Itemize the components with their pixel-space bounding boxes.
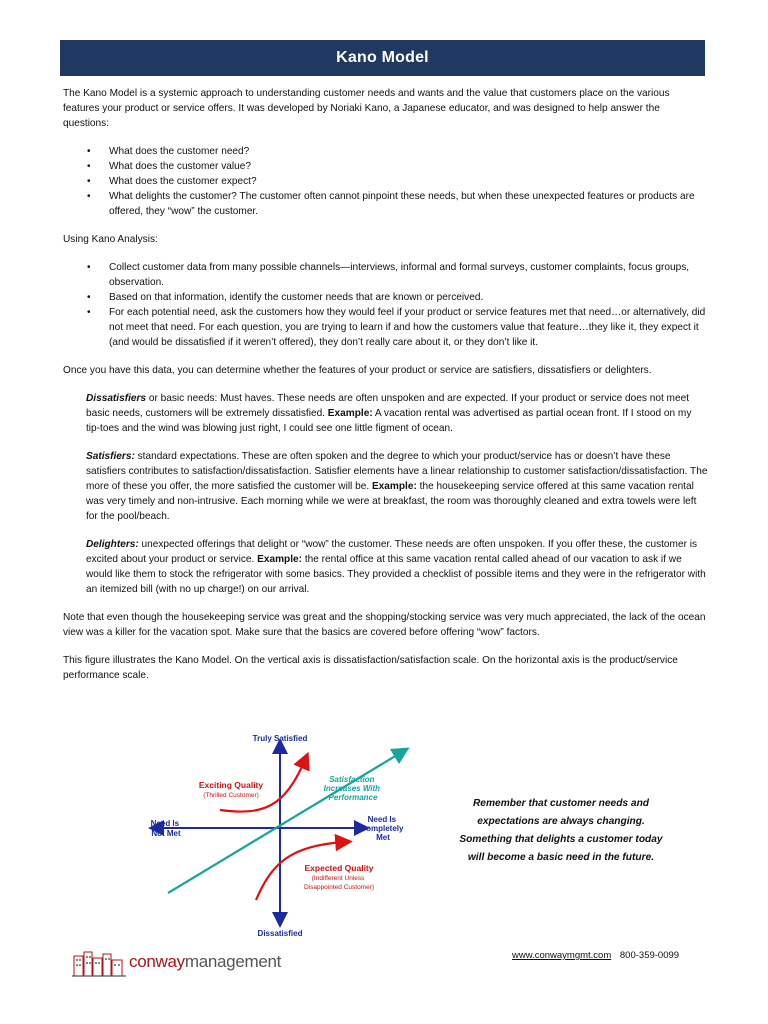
list-item: • What does the customer expect?: [87, 176, 257, 187]
figure-intro-paragraph: This figure illustrates the Kano Model. On the vertical axis is dissatisfaction/satisfaction scale. On the horizontal axis is the product/service performance scale.: [63, 655, 678, 681]
left-label: Need Is Not Met: [150, 819, 181, 838]
exciting-quality-sub: (Thrilled Customer): [203, 792, 259, 799]
bottom-label: Dissatisfied: [257, 929, 303, 938]
expected-quality-title: Expected Quality: [304, 863, 374, 873]
skyline-icon: [72, 948, 126, 978]
classification-paragraph: Once you have this data, you can determine whether the features of your product or service are satisfiers, dissatisfiers or delighters.: [63, 365, 652, 376]
exciting-quality-title: Exciting Quality: [198, 780, 264, 790]
remember-callout: Remember that customer needs and expectations are always changing. Something that delights a customer today will become a basic need in the future.: [459, 798, 663, 863]
analysis-steps-list: [63, 260, 708, 350]
list-item: • What does the customer need?: [87, 146, 250, 157]
phone-number: 800-359-0099: [619, 950, 680, 961]
satisfiers-term: Satisfiers:: [86, 451, 135, 462]
satisfiers-paragraph: Satisfiers: standard expectations. These are often spoken and the degree to which your product/service has or doesn’t have these satisfiers contributes to satisfaction/dissatisfaction. Satisfier elements have a linear relationship to customer satisfaction/dissatisfaction. The more of these you offer, the more satisfied the customer will be. Example: the housekeeping service offered at this same vacation rental was very timely and non-intrusive. Each morning while we were at breakfast, the room was thoroughly cleaned and extra towels were left for the pool/beach.: [86, 451, 708, 522]
company-name: conwaymanagement: [129, 952, 282, 971]
page-header: [60, 40, 705, 76]
dissatisfiers-paragraph: Dissatisfiers or basic needs: Must haves. These needs are often unspoken and are expected. If your product or service does not meet basic needs, customers will be extremely dissatisfied. Example: A vacation rental was advertised as partial ocean front. If I stood on my tip-toes and the wind was blowing just right, I could see one little figment of ocean.: [86, 393, 692, 434]
questions-list: [63, 144, 708, 219]
intro-paragraph: The Kano Model is a systemic approach to understanding customer needs and wants and the value that customers place on the various features your product or service offers. It was developed by Noriaki Kano, a Japanese educator, and was designed to help answer the questions:: [63, 88, 670, 129]
right-label: Need Is Completely Met: [360, 815, 404, 842]
list-item: • What does the customer value?: [87, 161, 251, 172]
list-item: • What delights the customer? The customer often cannot pinpoint these needs, but when these unexpected features or products are offered, they “wow” the customer.: [87, 191, 695, 217]
expected-quality-sub: (Indifferent Unless Disappointed Customer): [303, 875, 375, 891]
page-title: Kano Model: [336, 49, 429, 66]
list-item: • Collect customer data from many possible channels—interviews, informal and formal surveys, customer complaints, focus groups, observation.: [87, 262, 690, 288]
contact-footer: [512, 950, 679, 961]
website-link[interactable]: www.conwaymgmt.com: [512, 950, 612, 961]
delighters-term: Delighters:: [86, 539, 139, 550]
company-logo: [72, 948, 282, 978]
satisfaction-label: Satisfaction Increases With Performance: [323, 775, 381, 802]
kano-diagram: [140, 728, 440, 940]
list-item: • Based on that information, identify the customer needs that are known or perceived.: [87, 292, 484, 303]
document-body: [63, 86, 708, 696]
delighters-paragraph: Delighters: unexpected offerings that delight or “wow” the customer. These needs are often unspoken. If you offer these, the customer is excited about your product or service. Example: the rental office at this same vacation rental called ahead of our vacation to ask if we would like them to stock the refrigerator with some basics. They provided a checklist of possible items and they were in the refrigerator with an itemized bill (with no up charge!) on our arrival.: [86, 539, 706, 595]
list-item: • For each potential need, ask the customers how they would feel if your product or service features met that need…or alternatively, did not meet that need. For each question, you are trying to learn if and how the customers value that feature…they like it, they expect it (and would be dissatisfied if it weren’t offered), they don’t really care about it, or they don’t like it.: [87, 307, 706, 348]
analysis-heading: Using Kano Analysis:: [63, 234, 158, 245]
top-label: Truly Satisfied: [252, 734, 308, 743]
dissatisfiers-term: Dissatisfiers: [86, 393, 147, 404]
note-paragraph: Note that even though the housekeeping service was great and the shopping/stocking service was very much appreciated, the lack of the ocean view was a killer for the vacation spot. Make sure that the basics are covered before offering “wow” factors.: [63, 612, 706, 638]
